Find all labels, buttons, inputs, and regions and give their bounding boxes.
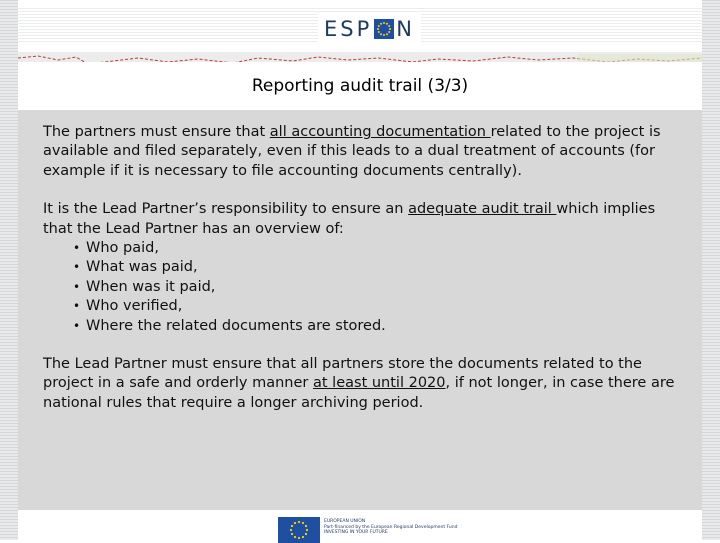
bullet-item: • What was paid, [73, 258, 688, 277]
paragraph-lead-partner [43, 200, 688, 239]
paragraph-gap [43, 336, 688, 355]
p1-text-after: related to the project is available and filed separately, even if this leads to a dual treatment of accounts (for example if it is necessary to file accounting documents centrally). [43, 124, 661, 179]
eu-line-1: EUROPEAN UNION [324, 519, 366, 524]
slide-title: Reporting audit trail (3/3) [251, 76, 469, 96]
p1-underlined-phrase: all accounting documentation [269, 124, 491, 140]
p3-text-after: , if not longer, in case there are national rules that require a longer archiving period. [43, 375, 675, 411]
paragraph-storage [43, 355, 688, 413]
bullet-item: • Where the related documents are stored. [73, 317, 688, 336]
body-text [43, 123, 688, 413]
paragraph-gap [43, 181, 688, 200]
logo-text-left: ESP [324, 17, 373, 41]
slide-header [18, 0, 702, 52]
overview-bullet-list [43, 239, 688, 336]
title-bar [18, 62, 702, 110]
paragraph-accounting [43, 123, 688, 181]
slide-content [18, 110, 702, 510]
bullet-item: • When was it paid, [73, 278, 688, 297]
eu-funding-statement [324, 519, 474, 536]
espon-logo-eu-o-icon [374, 19, 394, 39]
p2-text-before: It is the Lead Partner’s responsibility to ensure an [43, 201, 409, 218]
slide-footer [18, 510, 702, 540]
logo-text-right: N [396, 17, 415, 41]
bullet-item: • Who paid, [73, 239, 688, 258]
eu-flag-icon [278, 517, 320, 543]
p3-text-before: The Lead Partner must ensure that all partners store the documents related to the project in a safe and orderly manner [43, 356, 642, 392]
p2-text-after: which implies that the Lead Partner has an overview of: [43, 201, 656, 237]
p3-underlined-phrase: at least until 2020 [313, 375, 446, 392]
left-decorative-stripe [0, 0, 18, 540]
bullet-item: • Who verified, [73, 297, 688, 316]
eu-line-2: Part-financed by the European Regional Development Fund [324, 524, 458, 530]
p2-underlined-phrase: adequate audit trail [408, 201, 557, 218]
espon-logo [318, 14, 421, 44]
eu-line-3: INVESTING IN YOUR FUTURE [324, 530, 388, 535]
p1-text-before: The partners must ensure that [43, 124, 270, 140]
right-decorative-stripe [702, 0, 720, 540]
